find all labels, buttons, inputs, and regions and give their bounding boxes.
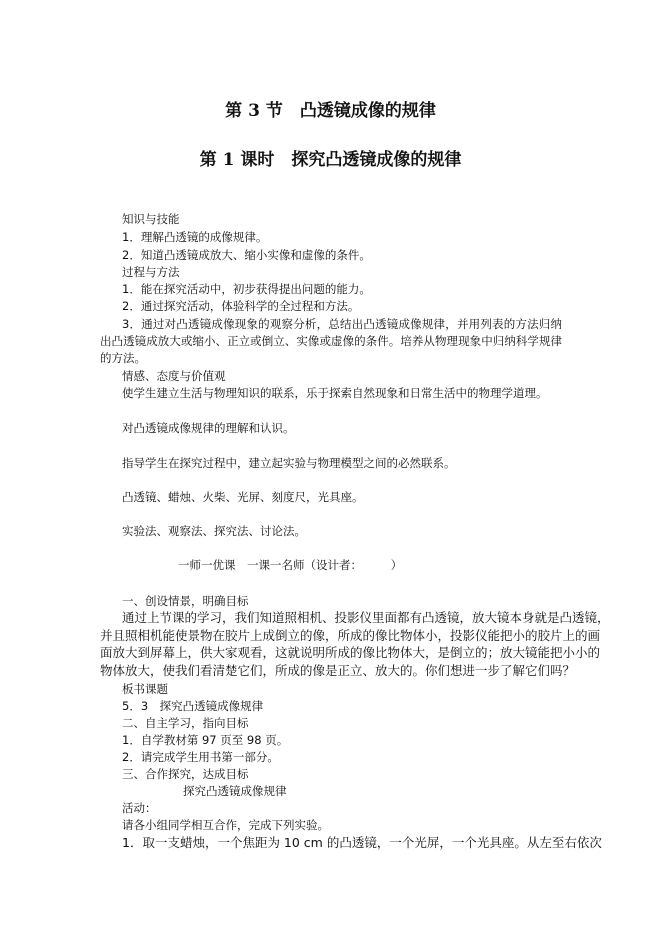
text-line: 面放大到屏幕上，供大家观看，这就说明所成的像比物体大，是倒立的；放大镜能把小小的: [100, 645, 601, 660]
key-point: 对凸透镜成像规律的理解和认识。: [122, 421, 295, 435]
text-line: 1．理解凸透镜的成像规律。: [122, 230, 268, 244]
text-line: 1．自学教材第 97 页至 98 页。: [122, 733, 289, 747]
text-line: 的方法。: [100, 351, 146, 365]
designer-line: 一师一优课 一课一名师（设计者： ）: [178, 558, 403, 572]
text-line: 通过上节课的学习，我们知道照相机、投影仪里面都有凸透镜，放大镜本身就是凸透镜，: [122, 610, 610, 625]
section-heading: 一、创设情景，明确目标: [122, 594, 249, 608]
difficult-point: 指导学生在探究过程中，建立起实验与物理模型之间的必然联系。: [122, 456, 456, 470]
subheading: 探究凸透镜成像规律: [183, 784, 287, 798]
text-line: 1．能在探究活动中，初步获得提出问题的能力。: [122, 282, 371, 296]
text-line: 2．请完成学生用书第一部分。: [122, 750, 279, 764]
text-line: 2．知道凸透镜成放大、缩小实像和虚像的条件。: [122, 248, 371, 262]
teaching-materials: 凸透镜、蜡烛、火柴、光屏、刻度尺，光具座。: [122, 490, 364, 504]
section-title: 第 3 节 凸透镜成像的规律: [225, 101, 436, 121]
text-line: 活动：: [122, 801, 157, 815]
section-heading: 二、自主学习，指向目标: [122, 716, 249, 730]
text-line: 1．取一支蜡烛，一个焦距为 10 cm 的凸透镜，一个光屏，一个光具座。从左至右依次: [122, 835, 602, 850]
text-line: 并且照相机能使景物在胶片上成倒立的像，所成的像比物体小，投影仪能把小的胶片上的画: [100, 628, 601, 643]
text-line: 3．通过对凸透镜成像现象的观察分析，总结出凸透镜成像规律，并用列表的方法归纳: [122, 317, 562, 331]
heading-knowledge-skills: 知识与技能: [122, 212, 180, 226]
text-line: 板书课题: [122, 682, 168, 696]
text-line: 请各小组同学相互合作，完成下列实验。: [122, 818, 329, 832]
text-line: 出凸透镜成放大或缩小、正立或倒立、实像或虚像的条件。培养从物理现象中归纳科学规律: [100, 334, 562, 348]
text-line: 物体放大，使我们看清楚它们，所成的像是正立、放大的。你们想进一步了解它们吗？: [100, 663, 576, 678]
heading-attitude-values: 情感、态度与价值观: [122, 369, 226, 383]
text-line: 5．3 探究凸透镜成像规律: [122, 699, 264, 713]
lesson-title: 第 1 课时 探究凸透镜成像的规律: [199, 150, 462, 170]
heading-process-method: 过程与方法: [122, 265, 180, 279]
section-heading: 三、合作探究，达成目标: [122, 767, 249, 781]
teaching-methods: 实验法、观察法、探究法、讨论法。: [122, 524, 306, 538]
text-line: 使学生建立生活与物理知识的联系，乐于探索自然现象和日常生活中的物理学道理。: [122, 386, 548, 400]
text-line: 2．通过探究活动，体验科学的全过程和方法。: [122, 299, 360, 313]
